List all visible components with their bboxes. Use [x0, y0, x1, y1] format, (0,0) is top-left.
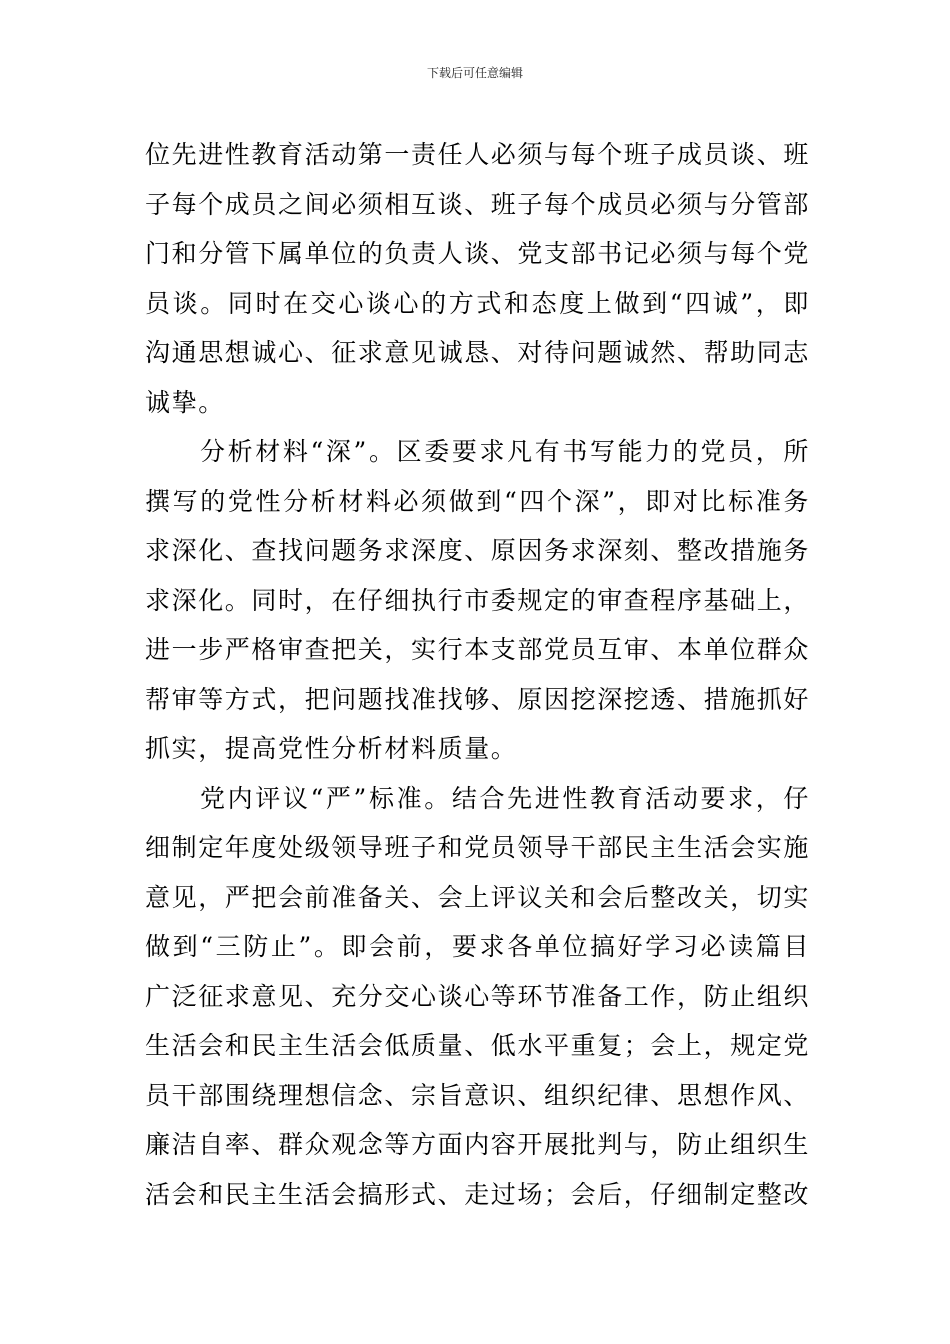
text-line: 廉洁自率、群众观念等方面内容开展批判与，防止组织生	[145, 1130, 811, 1159]
text-line: 帮审等方式，把问题找准找够、原因挖深挖透、措施抓好	[145, 684, 811, 714]
text-line: 求深化。同时，在仔细执行市委规定的审查程序基础上，	[145, 585, 811, 615]
text-line: 细制定年度处级领导班子和党员领导干部民主生活会实施	[145, 833, 811, 862]
text-line: 生活会和民主生活会低质量、低水平重复；会上，规定党	[145, 1031, 811, 1060]
text-line: 沟通思想诚心、征求意见诚恳、对待问题诚然、帮助同志	[145, 338, 811, 367]
text-line: 进一步严格审查把关，实行本支部党员互审、本单位群众	[145, 635, 811, 664]
page-header: 下载后可任意编辑	[426, 66, 523, 80]
text-line: 位先进性教育活动第一责任人必须与每个班子成员谈、班	[145, 140, 811, 169]
text-line: 求深化、查找问题务求深度、原因务求深刻、整改措施务	[145, 536, 811, 565]
text-line: 分析材料“深”。区委要求凡有书写能力的党员，所	[200, 437, 810, 466]
text-line: 抓实，提高党性分析材料质量。	[145, 734, 518, 763]
document-body	[145, 130, 810, 1219]
text-line: 做到“三防止”。即会前，要求各单位搞好学习必读篇目	[145, 932, 810, 961]
text-line: 广泛征求意见、充分交心谈心等环节准备工作，防止组织	[145, 981, 811, 1011]
text-line: 意见，严把会前准备关、会上评议关和会后整改关，切实	[145, 882, 811, 912]
text-line: 员谈。同时在交心谈心的方式和态度上做到“四诚”，即	[145, 288, 810, 318]
text-line: 诚挚。	[145, 387, 225, 417]
text-line: 子每个成员之间必须相互谈、班子每个成员必须与分管部	[145, 189, 811, 219]
text-line: 员干部围绕理想信念、宗旨意识、组织纪律、思想作风、	[145, 1080, 811, 1110]
text-line: 撰写的党性分析材料必须做到“四个深”，即对比标准务	[145, 486, 810, 516]
text-line: 门和分管下属单位的负责人谈、党支部书记必须与每个党	[145, 239, 811, 268]
text-line: 活会和民主生活会搞形式、走过场；会后，仔细制定整改	[145, 1179, 811, 1209]
text-line: 党内评议“严”标准。结合先进性教育活动要求，仔	[200, 783, 810, 813]
